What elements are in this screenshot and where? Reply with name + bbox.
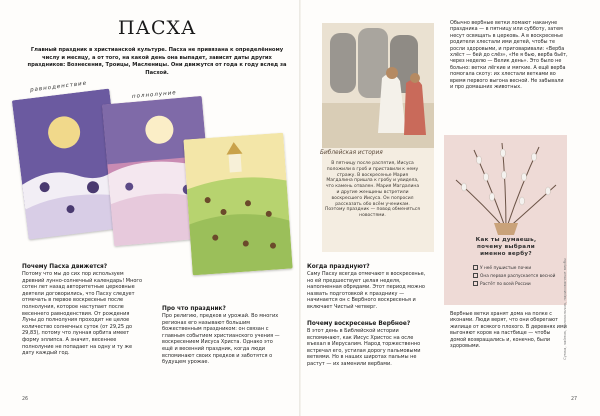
quiz-option-label: У неё пушистые почки: [480, 266, 532, 271]
bible-story-text: В пятницу после распятия, Иисуса положили в гроб и приставили к нему стражу. В воскресенье Мария Магдалина пришла к гробу и увидела, что камень отвален. Мария Магдалина и другие женщины встретили воскресшего Иисуса. Он попросил рассказать обо всём ученикам. Поэтому праздник — повод обменяться новостями.: [325, 161, 420, 219]
page-number-left: 26: [22, 397, 29, 402]
quiz-option-3[interactable]: [473, 281, 531, 287]
willow-branches-illustration: [444, 135, 567, 235]
heading-why-moves: Почему Пасха движется?: [22, 264, 108, 270]
card-spring: [183, 133, 292, 276]
book-spine: [299, 0, 301, 416]
tomb-illustration: [322, 23, 434, 148]
heading-palm-sunday: Почему воскресенье Вербное?: [307, 321, 411, 327]
checkbox-icon[interactable]: [473, 273, 478, 278]
quiz-option-1[interactable]: [473, 265, 531, 271]
card-label-equinox: равноденствие: [29, 80, 88, 94]
section-palm-sunday: [307, 321, 431, 368]
intro-paragraph: Главный праздник в христианской культуре. Пасха не привязана к определённому числу и месяцу, а от того, на какой день она выпадет, зависят даты других праздников: Вознесения, Троицы, Масленицы. Они движутся от года к году вслед за Пасхой.: [27, 47, 287, 76]
page-title: ПАСХА: [118, 17, 197, 39]
section-when: [307, 264, 431, 311]
checkbox-icon[interactable]: [473, 265, 478, 270]
illustration-cards: [20, 80, 296, 272]
text-why-moves: Потому что мы до сих пор используем древний лунно-солнечный календарь! Много сотен лет назад авторитетные церковные деятели договорились, что Пасху следует отмечать в первое воскресенье после полнолуния, которое наступает после весеннего равноденствия. От рождения Луны до полнолуния проходит не целое количество солнечных суток (от 29,25 до 29,83), потому что лунная орбита имеет форму эллипса. А значит, весеннее полнолуние не попадает на одну и ту же дату каждый год.: [22, 271, 143, 357]
text-what-is: Про религию, предков и урожай. Во многих регионах его называют большим божественным праздником: он связан с главным событием христианского учения — воскресением Иисуса Христа. Однако это ещё и весенний праздник, когда люди вспоминают своих предков и заботятся о будущем урожае.: [162, 313, 280, 366]
quiz-option-label: Она первая распускается весной: [480, 274, 556, 279]
bottom-right-paragraph: Вербные ветки хранят дома на полке с иконами. Люди верят, что они оберегают жилище от всякого плохого. В деревнях ими выгоняют коров на пастбище — чтобы домой возвращались и, конечно, были здоровыми.: [450, 311, 567, 350]
section-what-is: [162, 306, 284, 366]
text-when: Саму Пасху всегда отмечают в воскресенье, но ей предшествует целая неделя, наполненная обрядами. Этот период можно назвать подготовкой к празднику — начинается он с Вербного воскресенья и включает Чистый четверг.: [307, 271, 426, 310]
quiz-option-label: Растёт по всей России: [480, 282, 531, 287]
page-number-right: 27: [571, 397, 578, 402]
checkbox-icon[interactable]: [473, 281, 478, 286]
illustration-caption: Сумка, чайник, колокольчик, нарисованные вербы: [562, 257, 567, 360]
quiz-question: Как ты думаешь, почему выбрали именно вербу?: [475, 237, 537, 257]
top-right-paragraph: Обычно вербные ветки ломают накануне праздника — в пятницу или субботу, затем несут освящать в церковь. А в воскресенье родители хлестали ими детей, чтобы те росли здоровыми, и приговаривали: «Верба хлёст — бей до слёз», «Не я бью, верба бьёт, через неделю — Велик день». Это было не больно: ветки лёгкие и мягкие. А ещё верба помогала скоту: их хлестали ветками во время первого выгона весной. Не забывали и про домашних животных.: [450, 20, 568, 91]
heading-when: Когда празднуют?: [307, 264, 370, 270]
quiz-option-2[interactable]: [473, 273, 555, 279]
card-label-full-moon: полнолуние: [131, 90, 177, 100]
text-palm-sunday: В этот день в Библейской истории вспоминают, как Иисус Христос на осле въехал в Иерусалим. Народ торжественно встречал его, устилая дорогу пальмовыми ветвями. Но в наших широтах пальмы не растут — их заменили вербами.: [307, 328, 421, 367]
heading-what-is: Про что праздник?: [162, 306, 226, 312]
quiz-panel: [444, 135, 567, 305]
bible-story-title: Библейская история: [320, 150, 383, 156]
section-why-moves: [22, 264, 144, 357]
